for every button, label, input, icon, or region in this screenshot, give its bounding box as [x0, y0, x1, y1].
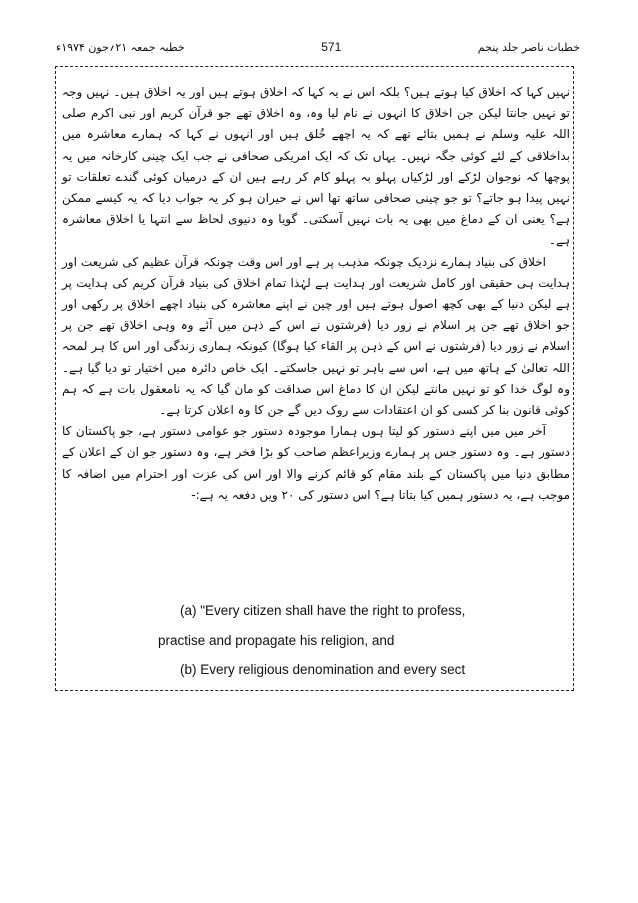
page-header [56, 36, 580, 58]
book-title: خطبات ناصر جلد پنجم [477, 40, 580, 54]
page-number: 571 [321, 40, 342, 54]
urdu-body [62, 82, 570, 506]
quote-line-b: (b) Every religious denomination and every sect [180, 662, 466, 677]
header-date: خطبہ جمعہ ۲۱؍جون ۱۹۷۴ء [56, 40, 185, 54]
paragraph-3: آخر میں میں اپنے دستور کو لیتا ہوں ہمارا موجودہ دستور جو عوامی دستور ہے، جو پاکستان کا دستور ہے۔ وہ دستور جس پر ہمارے وزیراعظم صاحب کو بڑا فخر ہے، وہ دستور جو ان کے اعلان کے مطابق دنیا میں پاکستان کے بلند مقام کو قائم کرنے والا اور اس کی عزت اور احترام میں اضافہ کا موجب ہے، یہ دستور ہمیں کیا بتاتا ہے؟ اس دستور کی ۲۰ ویں دفعہ یہ ہے:- [62, 424, 570, 502]
quote-line-a: (a) "Every citizen shall have the right to profess, [180, 603, 466, 618]
paragraph-2: اخلاق کی بنیاد ہمارے نزدیک چونکہ مذہب پر ہے اور اس وقت چونکہ قرآن عظیم کی شریعت اور ہدایت ہی حقیقی اور کامل شریعت اور ہدایت ہے لہٰذا تمام اخلاق کی بنیاد قرآن کریم کی ہدایت پر ہے لیکن دنیا کے بھی کچھ اصول ہوتے ہیں اور چین نے اپنے معاشرہ کی بنیاد اچھے اخلاق پر رکھی اور جو اخلاق تھے جن پر اسلام نے زور دیا (فرشتوں نے اس کے ذہن میں آئے وہ وہی اخلاق تھے جن پر اسلام نے زور دیا (فرشتوں نے اس کے ذہن پر القاء کیا ہوگا) کیونکہ ہماری زندگی اور اس کا ہر لمحہ اللہ تعالیٰ کے ہاتھ میں ہے، اس سے باہر تو نہیں جاسکتے۔ ایک خاص دائرہ میں اختیار تو دیا گیا ہے۔ وہ لوگ خدا کو تو نہیں مانتے لیکن ان کا دماغ اس صداقت کو مان گیا کہ یہ نامعقول بات ہے کہ ہم کوئی قانون بنا کر کسی کو ان اعتقادات سے روک دیں گے جن کا وہ اعلان کرتا ہے۔ [62, 254, 570, 418]
quote-line-a-continued: practise and propagate his religion, and [158, 633, 395, 648]
paragraph-1: نہیں کہا کہ اخلاق کیا ہوتے ہیں؟ بلکہ اس نے یہ کہا کہ اخلاق ہوتے ہیں اور یہ اخلاق ہیں۔ نہیں وجہ تو نہیں جانتا لیکن جن اخلاق کا انہوں نے نام لیا وہ، وہ اخلاق تھے جو قرآن کریم اور نبی اکرم صلی اللہ علیہ وسلم نے ہمیں بتائے تھے کہ یہ اچھے خُلق ہیں اور انہوں نے کہا کہ ہمارے معاشرہ میں بداخلاقی کے لئے کوئی جگہ نہیں۔ یہاں تک کہ ایک امریکی صحافی نے جب ایک چینی کارخانہ میں یہ پوچھا کہ نوجوان لڑکے اور لڑکیاں پہلو بہ پہلو کام کر رہے ہیں ان کے درمیان کوئی گندے تعلقات تو نہیں پیدا ہو جاتے؟ تو جو چینی صحافی ساتھ تھا اس نے حیران ہو کر یہ جواب دیا کہ یہ کیسے ممکن ہے؟ یعنی ان کے دماغ میں بھی یہ بات نہیں آسکتی۔ گویا وہ دنیوی لحاظ سے انتہا یا اخلاق معاشرہ ہے۔ [62, 85, 570, 248]
